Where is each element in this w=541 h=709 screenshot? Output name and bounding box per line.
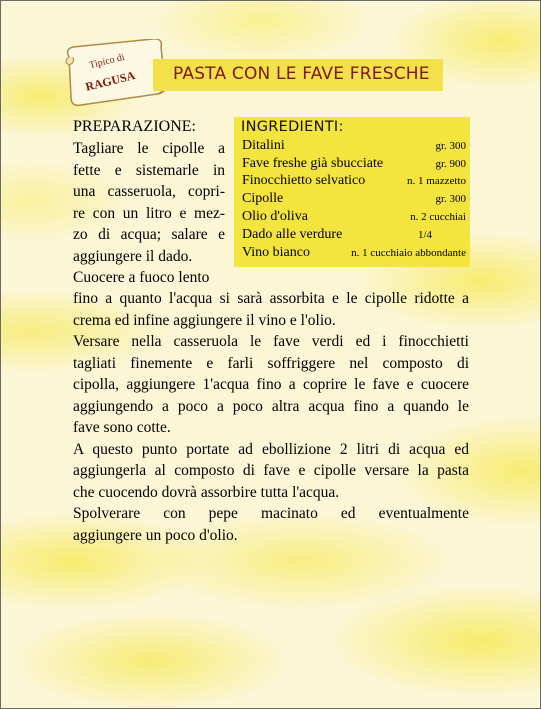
ingredient-row <box>242 227 466 245</box>
ingredient-row <box>242 209 466 227</box>
text-line: aggiungerla al composto di fave e cipolle versare la pasta <box>73 462 469 479</box>
ingredient-row <box>242 138 466 156</box>
ingredient-name: Cipolle <box>242 191 284 206</box>
text-line: crema ed infine aggiungere il vino e l'olio. <box>73 311 336 329</box>
ingredient-row <box>242 173 466 191</box>
text-line: zo di acqua; salare e <box>73 226 225 243</box>
ingredient-name: Finocchietto selvatico <box>242 173 366 188</box>
ingredient-name: Fave freshe già sbucciate <box>242 156 384 171</box>
preparation-heading: PREPARAZIONE: <box>73 118 196 135</box>
text-line: Tagliare le cipolle a <box>73 140 225 157</box>
text-line: fette e sistemarle in <box>73 161 225 179</box>
text-line: aggiungere il dado. <box>73 247 193 265</box>
text-line: Versare nella casseruola le fave verdi ed i finocchietti <box>73 333 469 350</box>
ingredient-name: Dado alle verdure <box>242 227 343 242</box>
ingredient-row <box>242 191 466 209</box>
badge-line1: Tipico di <box>88 51 126 72</box>
ingredient-row <box>242 156 466 174</box>
ingredients-heading: INGREDIENTI: <box>241 119 344 135</box>
text-line: aggiungere un poco d'olio. <box>73 526 238 544</box>
text-line: fino a quanto l'acqua si sarà assorbita e le cipolle ridotte a <box>73 290 469 307</box>
text-line: fave sono cotte. <box>73 419 171 436</box>
ingredient-row <box>242 245 466 263</box>
ingredient-name: Olio d'oliva <box>242 209 308 224</box>
recipe-title: PASTA CON LE FAVE FRESCHE <box>173 64 430 84</box>
text-line: Cuocere a fuoco lento <box>73 269 210 286</box>
ingredient-qty: gr. 900 <box>435 158 466 170</box>
text-line: Spolverare con pepe macinato ed eventualmente <box>73 505 469 522</box>
ingredient-qty: gr. 300 <box>435 193 466 205</box>
text-line: cipolla, aggiungere 1'acqua fino a coprire le fave e cuocere <box>73 376 469 393</box>
ingredient-qty: 1/4 <box>417 229 432 241</box>
text-line: aggiungendo a poco a poco altra acqua fino a quando le <box>73 397 469 415</box>
text-line: che cuocendo dovrà assorbire tutta l'acqua. <box>73 483 340 501</box>
ingredient-qty: n. 2 cucchiai <box>410 211 466 223</box>
text-line: una casseruola, copri- <box>73 183 225 200</box>
preparation-left-column <box>73 138 225 289</box>
text-line: re con un litro e mez- <box>73 204 225 222</box>
ingredient-qty: gr. 300 <box>435 140 466 152</box>
ingredient-name: Ditalini <box>242 138 285 153</box>
text-line: A questo punto portate ad ebollizione 2 litri di acqua ed <box>73 440 469 458</box>
text-line: tagliati finemente e farli soffriggere nel composto di <box>73 354 469 372</box>
ingredient-qty: n. 1 cucchiaio abbondante <box>351 247 466 259</box>
preparation-body <box>73 288 469 546</box>
ingredient-name: Vino bianco <box>242 245 310 260</box>
ingredient-qty: n. 1 mazzetto <box>407 175 466 187</box>
badge-line2: RAGUSA <box>83 68 137 94</box>
